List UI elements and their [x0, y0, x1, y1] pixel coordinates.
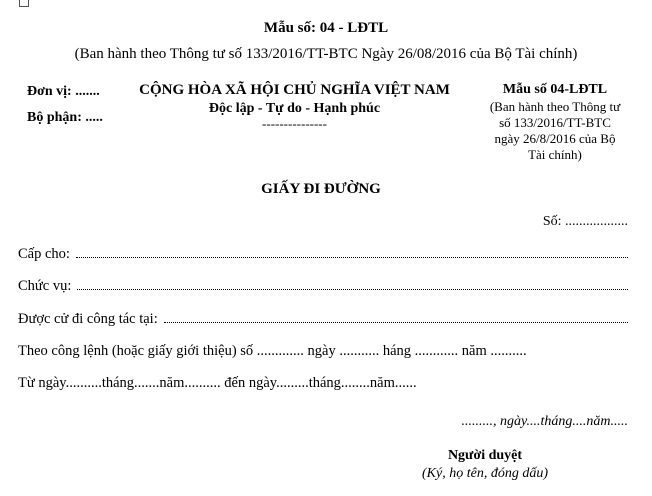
form-code: Mẫu số: 04 - LĐTL [263, 20, 389, 36]
right-issued-line-4: Tài chính) [528, 147, 582, 162]
country-name: CỘNG HÒA XÃ HỘI CHỦ NGHĨA VIỆT NAM [139, 82, 450, 98]
field-chuc-vu [18, 278, 628, 295]
field-tu-ngay: Từ ngày..........tháng.......năm.......... đến ngày.........tháng........năm...... [18, 375, 417, 391]
motto: Độc lập - Tự do - Hạnh phúc [208, 101, 381, 116]
right-issued-line-1: (Ban hành theo Thông tư [489, 99, 621, 114]
field-chuc-vu-dots [77, 279, 628, 290]
department-label: Bộ phận: ..... [27, 110, 103, 125]
field-duoc-cu-label: Được cử đi công tác tại: [18, 311, 158, 327]
field-theo-cong-lenh: Theo công lệnh (hoặc giấy giới thiệu) số ............. ngày ........... háng ............ năm .......... [18, 343, 527, 359]
document-title: GIẤY ĐI ĐƯỜNG [261, 181, 381, 197]
right-issued-line-2: số 133/2016/TT-BTC [499, 115, 611, 130]
document-number: Số: .................. [542, 214, 628, 229]
right-form-code: Mẫu số 04-LĐTL [502, 82, 608, 97]
field-duoc-cu-dots [164, 312, 628, 323]
header-divider: --------------- [262, 116, 327, 131]
unit-label: Đơn vị: ....... [27, 84, 100, 99]
signer-title: Người duyệt [447, 448, 523, 463]
signer-note: (Ký, họ tên, đóng dấu) [422, 466, 548, 481]
field-cap-cho [18, 246, 628, 263]
field-cap-cho-label: Cấp cho: [18, 246, 70, 262]
field-chuc-vu-label: Chức vụ: [18, 278, 72, 294]
date-line: ........., ngày....tháng....năm..... [461, 414, 628, 429]
field-duoc-cu [18, 311, 628, 328]
field-cap-cho-dots [76, 247, 628, 258]
issued-by: (Ban hành theo Thông tư số 133/2016/TT-BTC Ngày 26/08/2016 của Bộ Tài chính) [74, 46, 578, 62]
right-issued-line-3: ngày 26/8/2016 của Bộ [494, 131, 616, 146]
corner-checkbox [19, 0, 29, 7]
